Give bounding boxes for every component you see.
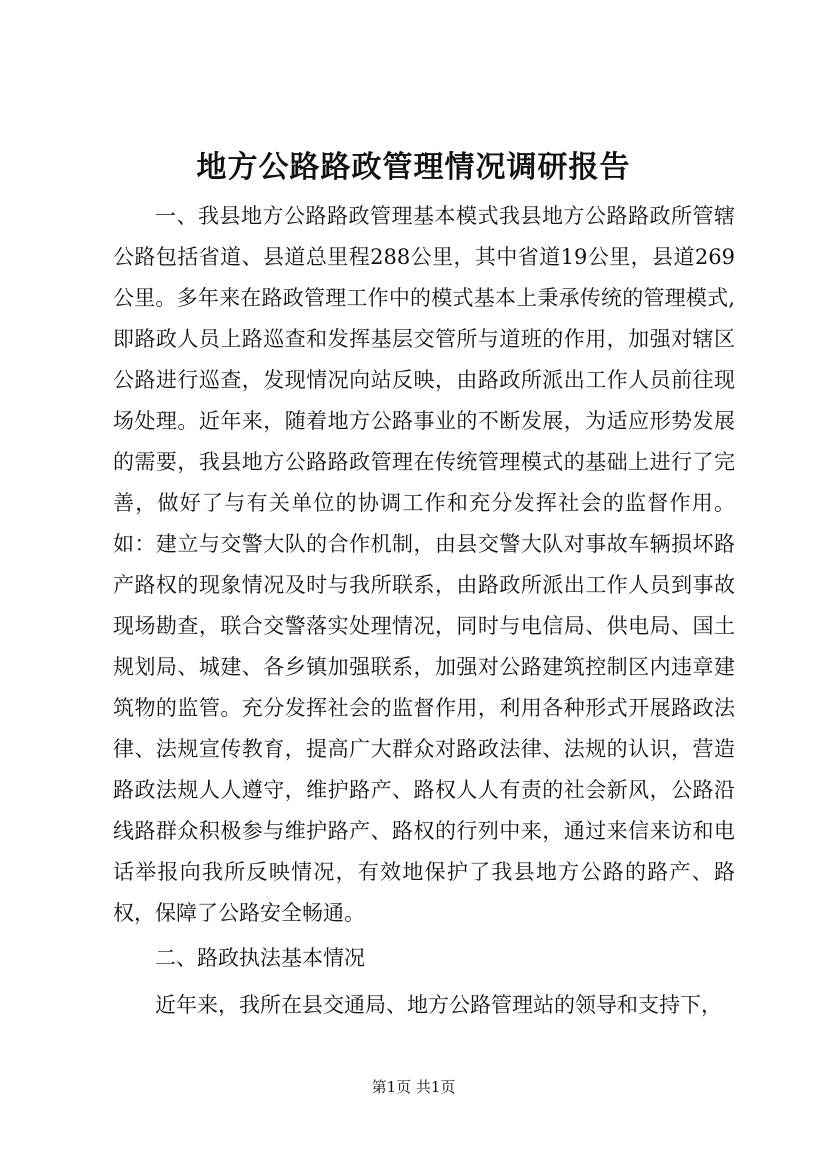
paragraph-section-two: 近年来，我所在县交通局、地方公路管理站的领导和支持下，: [155, 993, 722, 1017]
document-body: [113, 196, 735, 1032]
document-title: 地方公路路政管理情况调研报告: [196, 150, 631, 185]
page-footer: 第1页 共1页: [371, 1078, 456, 1096]
section-heading-two: 二、路政执法基本情况: [155, 946, 365, 970]
paragraph-section-one: 一、我县地方公路路政管理基本模式我县地方公路路政所管辖公路包括省道、县道总里程288公里，其中省道19公里，县道269公里。多年来在路政管理工作中的模式基本上秉承传统的管理模式,即路政人员上路巡查和发挥基层交管所与道班的作用，加强对辖区公路进行巡查，发现情况向站反映，由路政所派出工作人员前往现场处理。近年来，随着地方公路事业的不断发展，为适应形势发展的需要，我县地方公路路政管理在传统管理模式的基础上进行了完善，做好了与有关单位的协调工作和充分发挥社会的监督作用。如：建立与交警大队的合作机制，由县交警大队对事故车辆损坏路产路权的现象情况及时与我所联系，由路政所派出工作人员到事故现场勘查，联合交警落实处理情况，同时与电信局、供电局、国土规划局、城建、各乡镇加强联系，加强对公路建筑控制区内违章建筑物的监管。充分发挥社会的监督作用，利用各种形式开展路政法律、法规宣传教育，提高广大群众对路政法律、法规的认识，营造路政法规人人遵守，维护路产、路权人人有责的社会新风，公路沿线路群众积极参与维护路产、路权的行列中来，通过来信来访和电话举报向我所反映情况，有效地保护了我县地方公路的路产、路权，保障了公路安全畅通。: [113, 204, 735, 925]
